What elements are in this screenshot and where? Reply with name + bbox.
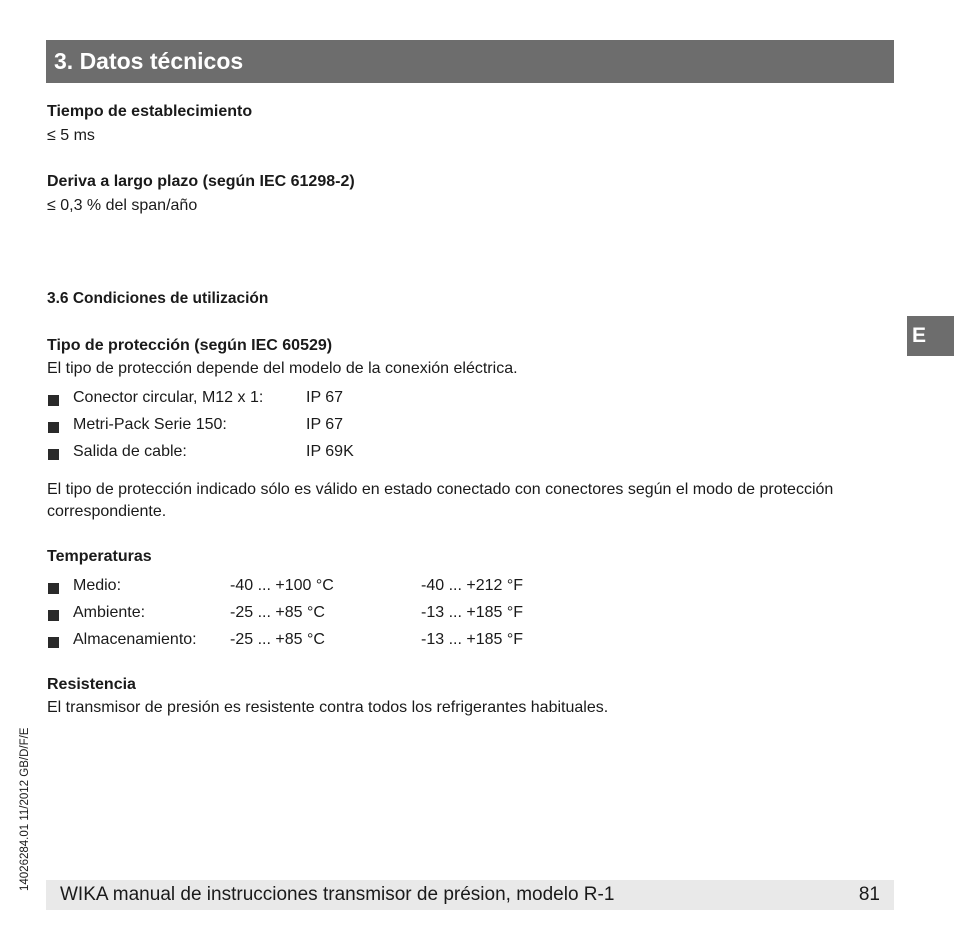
page-title: 3. Datos técnicos [46, 40, 894, 83]
temp-label: Almacenamiento: [73, 631, 197, 648]
protection-value: IP 67 [306, 416, 344, 433]
temp-celsius: -40 ... +100 °C [230, 577, 334, 594]
temperatures-heading: Temperaturas [47, 548, 152, 565]
footer [46, 880, 894, 910]
temp-label: Medio: [73, 577, 122, 594]
temp-celsius: -25 ... +85 °C [230, 604, 325, 621]
resistance-text: El transmisor de presión es resistente contra todos los refrigerantes habituales. [47, 699, 609, 716]
settling-time-heading: Tiempo de establecimiento [47, 103, 253, 120]
bullet-square-icon [48, 449, 59, 460]
settling-time-value: ≤ 5 ms [47, 127, 95, 144]
protection-heading: Tipo de protección (según IEC 60529) [47, 337, 333, 354]
protection-value: IP 69K [306, 443, 354, 460]
language-tab: E [907, 316, 954, 356]
bullet-square-icon [48, 422, 59, 433]
bullet-square-icon [48, 583, 59, 594]
drift-heading: Deriva a largo plazo (según IEC 61298-2) [47, 173, 355, 190]
bullet-square-icon [48, 395, 59, 406]
section-title: 3.6 Condiciones de utilización [47, 290, 269, 307]
temp-celsius: -25 ... +85 °C [230, 631, 325, 648]
protection-note: El tipo de protección indicado sólo es válido en estado conectado con conectores según el modo de protección correspondiente. [47, 481, 834, 520]
temp-fahrenheit: -13 ... +185 °F [421, 631, 524, 648]
protection-intro: El tipo de protección depende del modelo de la conexión eléctrica. [47, 360, 518, 377]
protection-label: Conector circular, M12 x 1: [73, 389, 264, 406]
protection-label: Metri-Pack Serie 150: [73, 416, 227, 433]
bullet-square-icon [48, 637, 59, 648]
protection-label: Salida de cable: [73, 443, 187, 460]
bullet-square-icon [48, 610, 59, 621]
resistance-heading: Resistencia [47, 676, 136, 693]
page-number: 81 [858, 884, 880, 905]
temp-fahrenheit: -40 ... +212 °F [421, 577, 524, 594]
protection-value: IP 67 [306, 389, 344, 406]
footer-title: WIKA manual de instrucciones transmisor de présion, modelo R-1 [60, 884, 615, 905]
temp-label: Ambiente: [73, 604, 146, 621]
temp-fahrenheit: -13 ... +185 °F [421, 604, 524, 621]
document-code: 14026284.01 11/2012 GB/D/F/E [19, 727, 31, 891]
drift-value: ≤ 0,3 % del span/año [47, 197, 198, 214]
